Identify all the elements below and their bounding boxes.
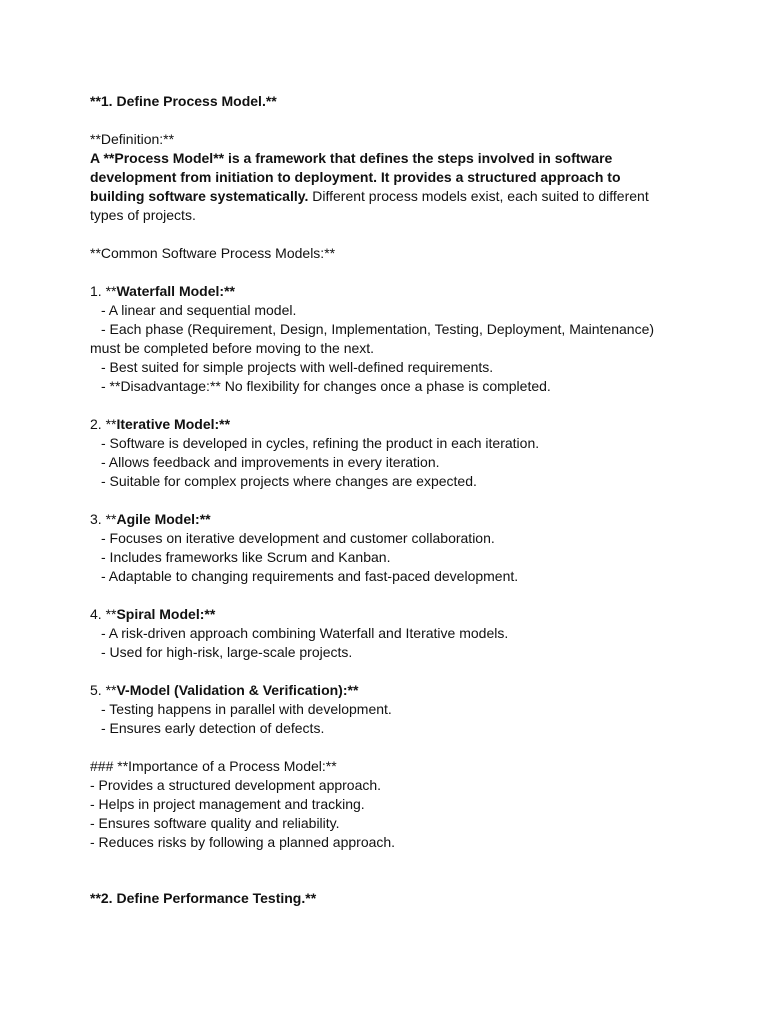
- definition-bold-text: A **Process Model** is a framework that defines the steps involved in software development from initiation to deployment. It provides a structured approach to building software systematically.: [90, 150, 621, 204]
- model-point: - A linear and sequential model.: [101, 302, 297, 318]
- model-name: Waterfall Model:**: [116, 283, 235, 299]
- model-prefix: 3. **: [90, 511, 117, 527]
- model-point: - Adaptable to changing requirements and fast-paced development.: [101, 568, 519, 584]
- model-point: - Used for high-risk, large-scale projects.: [101, 644, 353, 660]
- document-content: [90, 92, 690, 908]
- model-point: - Software is developed in cycles, refining the product in each iteration.: [101, 435, 540, 451]
- model-point: - A risk-driven approach combining Waterfall and Iterative models.: [101, 625, 509, 641]
- model-name: Iterative Model:**: [116, 416, 231, 432]
- model-prefix: 4. **: [90, 606, 117, 622]
- model-heading-v-model: [90, 681, 690, 700]
- model-name: V-Model (Validation & Verification):**: [116, 682, 359, 698]
- model-heading-waterfall: [90, 282, 690, 301]
- importance-point: - Provides a structured development approach.: [90, 777, 382, 793]
- model-heading-agile: [90, 510, 690, 529]
- model-point: - Testing happens in parallel with development.: [101, 701, 392, 717]
- definition-paragraph: [90, 149, 675, 225]
- model-point: - Allows feedback and improvements in every iteration.: [101, 454, 440, 470]
- model-point: - **Disadvantage:** No flexibility for changes once a phase is completed.: [101, 378, 551, 394]
- model-point: - Suitable for complex projects where changes are expected.: [101, 473, 477, 489]
- importance-point: - Helps in project management and tracking.: [90, 796, 365, 812]
- model-point: - Includes frameworks like Scrum and Kanban.: [101, 549, 391, 565]
- model-heading-spiral: [90, 605, 690, 624]
- importance-point: - Ensures software quality and reliability.: [90, 815, 340, 831]
- common-models-label: **Common Software Process Models:**: [90, 245, 336, 261]
- definition-normal-text: Different process models exist, each suited to different types of projects.: [90, 188, 649, 223]
- model-point-continuation: must be completed before moving to the next.: [90, 340, 375, 356]
- model-name: Agile Model:**: [116, 511, 211, 527]
- model-point: - Focuses on iterative development and customer collaboration.: [101, 530, 495, 546]
- model-prefix: 5. **: [90, 682, 117, 698]
- section-1-title: **1. Define Process Model.**: [90, 93, 277, 109]
- model-point: - Ensures early detection of defects.: [101, 720, 325, 736]
- model-prefix: 2. **: [90, 416, 117, 432]
- importance-heading: ### **Importance of a Process Model:**: [90, 758, 337, 774]
- section-2-title: **2. Define Performance Testing.**: [90, 890, 317, 906]
- model-point: - Best suited for simple projects with well-defined requirements.: [101, 359, 494, 375]
- model-point: - Each phase (Requirement, Design, Implementation, Testing, Deployment, Maintenance): [101, 321, 655, 337]
- model-name: Spiral Model:**: [116, 606, 216, 622]
- importance-point: - Reduces risks by following a planned approach.: [90, 834, 396, 850]
- definition-label: **Definition:**: [90, 131, 175, 147]
- model-heading-iterative: [90, 415, 690, 434]
- model-prefix: 1. **: [90, 283, 117, 299]
